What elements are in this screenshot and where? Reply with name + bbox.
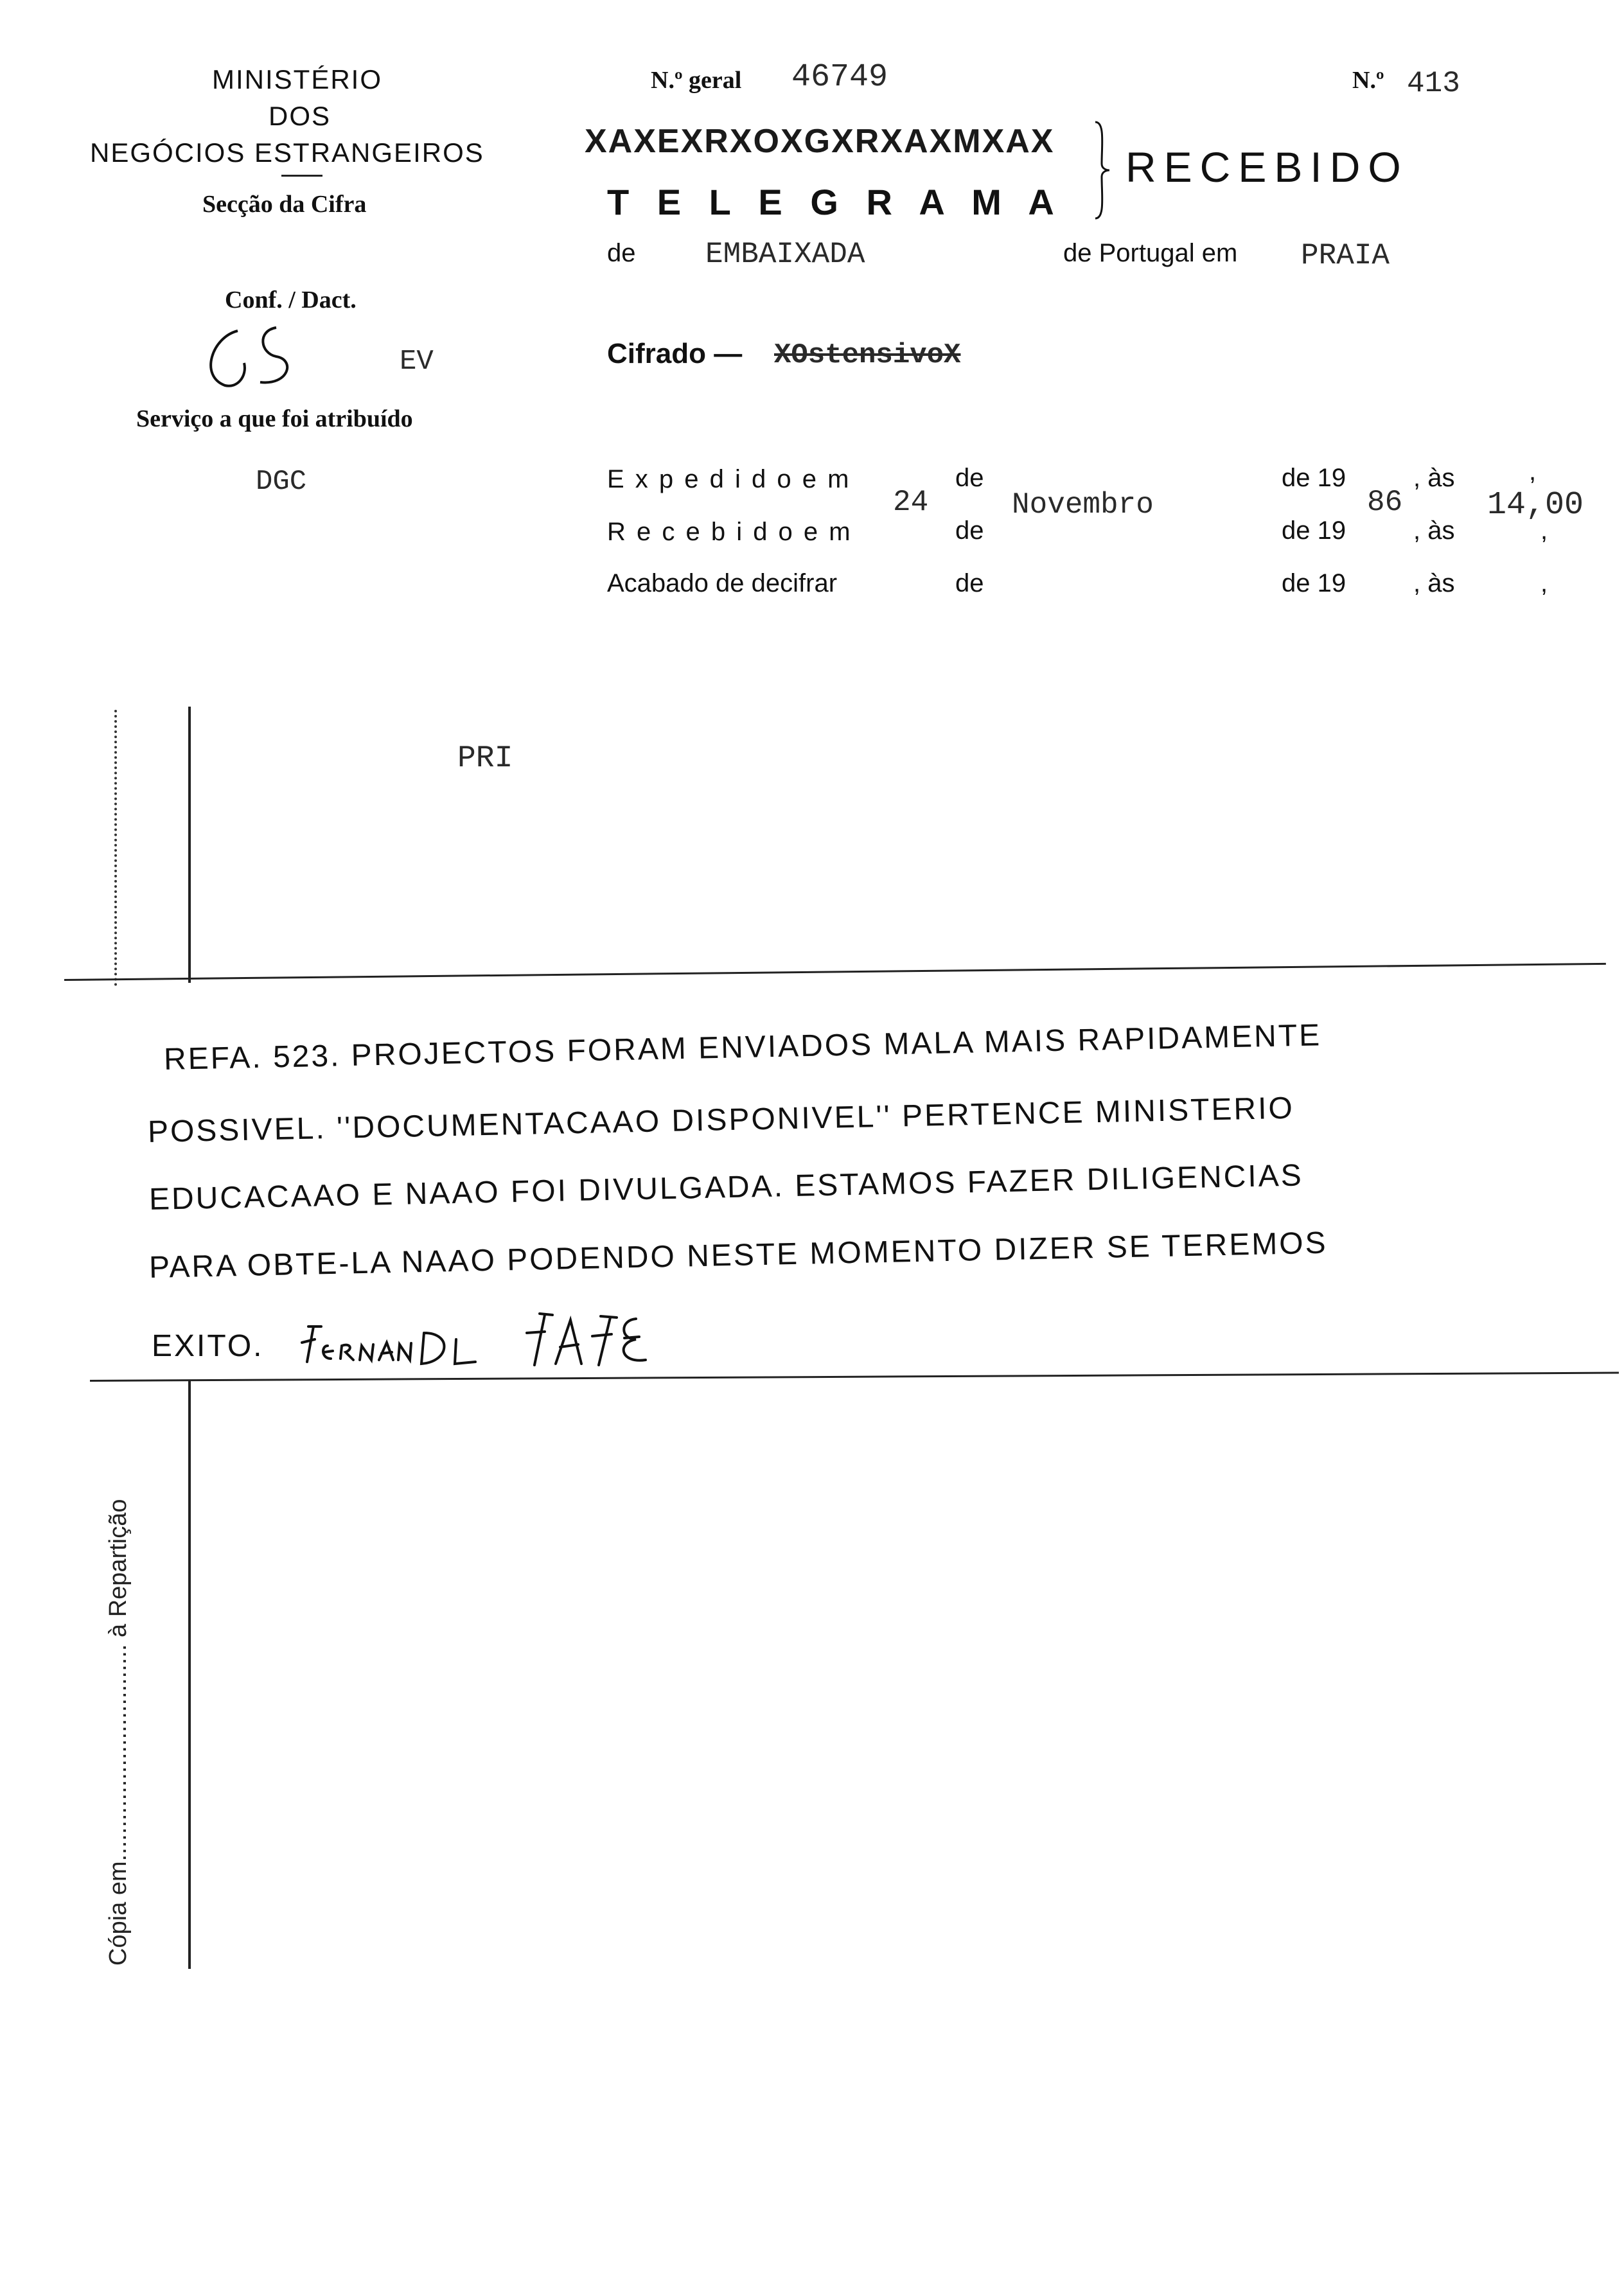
number-label: N.º xyxy=(1352,67,1384,94)
service-label: Serviço a que foi atribuído xyxy=(136,405,413,432)
priority-code: PRI xyxy=(457,741,513,776)
received-time-label: , às xyxy=(1413,516,1455,545)
message-line-2: POSSIVEL. ''DOCUMENTACAAO DISPONIVEL'' PERTENCE MINISTERIO xyxy=(147,1091,1295,1149)
deciphered-comma: , xyxy=(1540,569,1548,597)
cipher-label: Cifrado — xyxy=(607,338,743,369)
origin-de-label: de xyxy=(607,239,636,267)
received-de: de xyxy=(955,516,984,545)
deciphered-year-label: de 19 xyxy=(1282,569,1346,597)
deciphered-de: de xyxy=(955,569,984,597)
received-year-label: de 19 xyxy=(1282,516,1346,545)
frame-left-upper xyxy=(188,707,191,983)
telegrama-title: T E L E G R A M A xyxy=(607,182,1063,222)
general-number-label: N.º geral xyxy=(651,67,742,94)
received-comma: , xyxy=(1540,516,1548,545)
date-month: Novembro xyxy=(1012,488,1154,522)
margin-dotted-line-upper xyxy=(114,710,117,986)
cipher-struck: XOstensivoX xyxy=(774,339,961,371)
received-stamp: RECEBIDO xyxy=(1125,143,1409,191)
service-value: DGC xyxy=(256,466,307,498)
initials-signature xyxy=(199,318,315,395)
number-value: 413 xyxy=(1407,67,1460,100)
date-day: 24 xyxy=(893,486,929,519)
message-line-3: EDUCACAAO E NAAO FOI DIVULGADA. ESTAMOS FAZER DILIGENCIAS xyxy=(148,1158,1304,1217)
ministry-line3: NEGÓCIOS ESTRANGEIROS xyxy=(90,137,484,168)
portugal-label: de Portugal em xyxy=(1063,239,1238,267)
sent-de: de xyxy=(955,464,984,492)
ministry-divider xyxy=(281,175,322,177)
general-number-value: 46749 xyxy=(791,59,888,96)
origin-de-value: EMBAIXADA xyxy=(705,238,865,271)
portugal-value: PRAIA xyxy=(1301,239,1390,272)
ministry-line1: MINISTÉRIO xyxy=(212,64,383,94)
sent-label: E x p e d i d o e m xyxy=(607,465,851,493)
handwritten-signature xyxy=(296,1307,719,1378)
section-label: Secção da Cifra xyxy=(202,191,367,218)
date-year: 86 xyxy=(1367,486,1403,519)
aerograma-struck: XAXEXRXOXGXRXAXMXAX xyxy=(585,123,1055,160)
received-label: R e c e b i d o e m xyxy=(607,518,852,546)
conf-dact-label: Conf. / Dact. xyxy=(225,286,357,313)
date-time: 14,00 xyxy=(1487,487,1584,524)
deciphered-time-label: , às xyxy=(1413,569,1455,597)
message-line-4: PARA OBTE-LA NAAO PODENDO NESTE MOMENTO DIZER SE TEREMOS xyxy=(148,1226,1328,1285)
conf-dact-value: EV xyxy=(400,346,434,378)
copy-margin-label: Cópia em................................ à Repartição xyxy=(105,1499,132,1966)
message-line-1: REFA. 523. PROJECTOS FORAM ENVIADOS MALA MAIS RAPIDAMENTE xyxy=(163,1018,1322,1077)
frame-bottom-upper xyxy=(64,963,1606,981)
deciphered-label: Acabado de decifrar xyxy=(607,569,838,597)
bracket xyxy=(1089,119,1115,222)
message-line-5: EXITO. xyxy=(152,1329,264,1363)
frame-left-lower xyxy=(188,1381,191,1969)
ministry-line2: DOS xyxy=(269,101,331,131)
sent-comma: , xyxy=(1529,457,1537,486)
sent-time-label: , às xyxy=(1413,464,1455,492)
sent-year-label: de 19 xyxy=(1282,464,1346,492)
